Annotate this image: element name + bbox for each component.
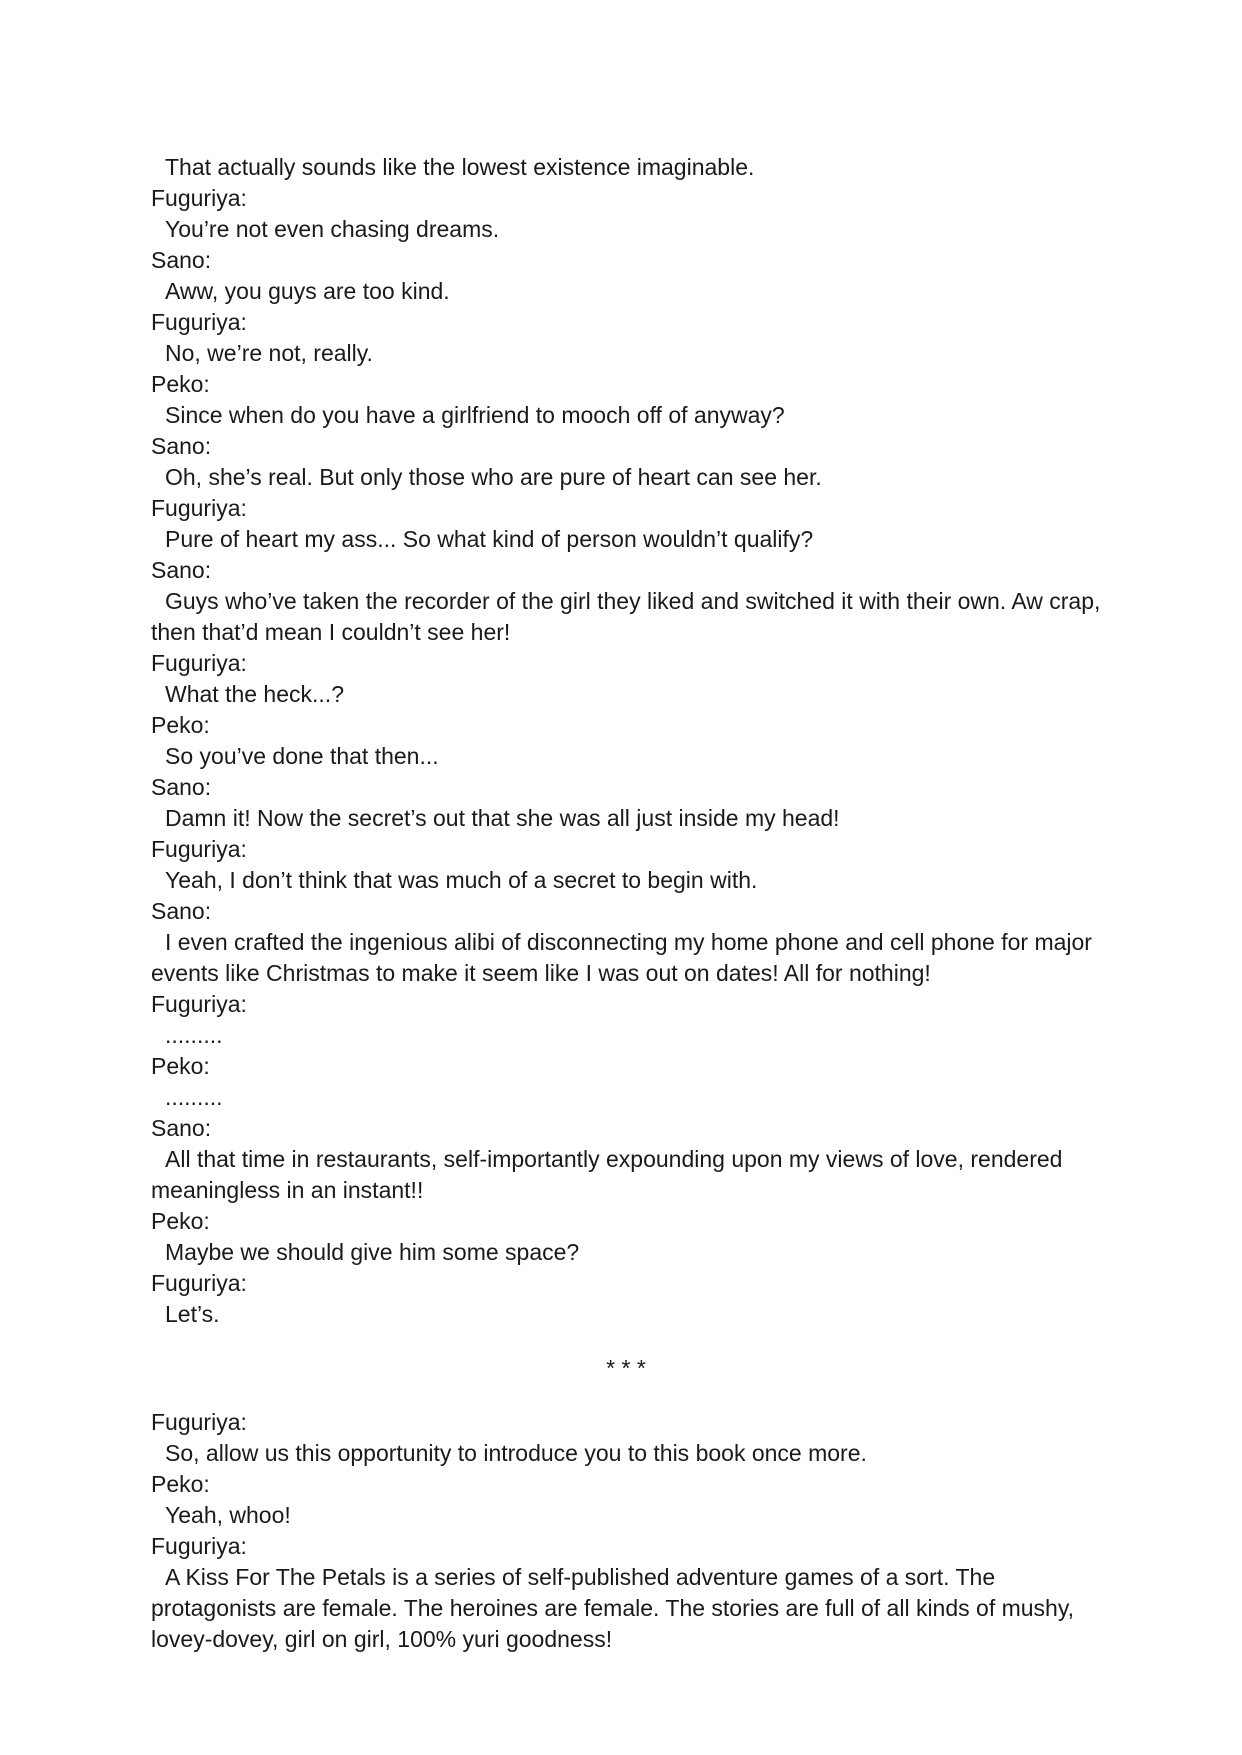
dialogue-line: Since when do you have a girlfriend to mooch off of anyway? (165, 402, 785, 428)
speaker-name: Sano: (151, 433, 212, 459)
dialogue-line: Damn it! Now the secret’s out that she was all just inside my head! (165, 805, 840, 831)
speaker-name: Fuguriya: (151, 991, 247, 1017)
dialogue-line: What the heck...? (165, 681, 344, 707)
dialogue-line: Aww, you guys are too kind. (165, 278, 450, 304)
dialogue-line: ......... (165, 1022, 223, 1048)
dialogue-line: No, we’re not, really. (165, 340, 373, 366)
speaker-name: Sano: (151, 774, 212, 800)
speaker-name: Fuguriya: (151, 1270, 247, 1296)
speaker-name: Peko: (151, 1471, 210, 1497)
scene-separator: * * * (606, 1355, 646, 1381)
dialogue-line: All that time in restaurants, self-importantly expounding upon my views of love, rendered meaningless in an instant!! (151, 1146, 1069, 1203)
speaker-name: Fuguriya: (151, 650, 247, 676)
speaker-name: Peko: (151, 1208, 210, 1234)
speaker-name: Fuguriya: (151, 1533, 247, 1559)
speaker-name: Fuguriya: (151, 1409, 247, 1435)
dialogue-line: Yeah, whoo! (165, 1502, 291, 1528)
speaker-name: Peko: (151, 1053, 210, 1079)
speaker-name: Sano: (151, 898, 212, 924)
dialogue-line: So, allow us this opportunity to introduce you to this book once more. (165, 1440, 867, 1466)
speaker-name: Sano: (151, 557, 212, 583)
speaker-name: Fuguriya: (151, 309, 247, 335)
dialogue-line: I even crafted the ingenious alibi of disconnecting my home phone and cell phone for major events like Christmas to make it seem like I was out on dates! All for nothing! (151, 929, 1099, 986)
dialogue-line: That actually sounds like the lowest existence imaginable. (165, 154, 755, 180)
speaker-name: Fuguriya: (151, 185, 247, 211)
script-page (151, 152, 1107, 1655)
dialogue-line: A Kiss For The Petals is a series of self-published adventure games of a sort. The protagonists are female. The heroines are female. The stories are full of all kinds of mushy, lovey-dovey, girl on girl, 100% yuri goodness! (151, 1564, 1081, 1652)
speaker-name: Sano: (151, 1115, 212, 1141)
dialogue-line: So you’ve done that then... (165, 743, 439, 769)
dialogue-line: Maybe we should give him some space? (165, 1239, 580, 1265)
speaker-name: Fuguriya: (151, 495, 247, 521)
dialogue-line: Yeah, I don’t think that was much of a secret to begin with. (165, 867, 758, 893)
dialogue-line: Pure of heart my ass... So what kind of person wouldn’t qualify? (165, 526, 814, 552)
speaker-name: Peko: (151, 371, 210, 397)
dialogue-line: ......... (165, 1084, 223, 1110)
speaker-name: Fuguriya: (151, 836, 247, 862)
dialogue-line: Oh, she’s real. But only those who are pure of heart can see her. (165, 464, 822, 490)
dialogue-line: You’re not even chasing dreams. (165, 216, 500, 242)
dialogue-line: Guys who’ve taken the recorder of the girl they liked and switched it with their own. Aw crap, then that’d mean I couldn’t see her! (151, 588, 1107, 645)
speaker-name: Peko: (151, 712, 210, 738)
dialogue-line: Let’s. (165, 1301, 220, 1327)
speaker-name: Sano: (151, 247, 212, 273)
